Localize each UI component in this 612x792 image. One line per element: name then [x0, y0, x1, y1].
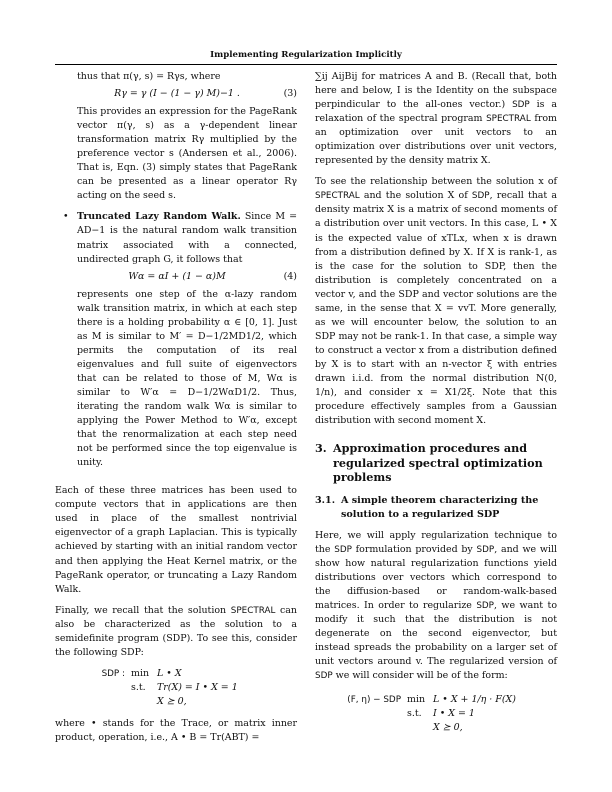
- equation-number: (4): [283, 270, 297, 282]
- spectral-term: SPECTRAL: [230, 605, 276, 616]
- subsection-title: A simple theorem characterizing the solution to a regularized SDP: [341, 494, 539, 520]
- paragraph: To see the relationship between the solution x of SPECTRAL and the solution X of SDP, recall that a density matrix X is a matrix of second moments of a distribution over unit vectors. In this case, L • X is the expected value of xTLx, when x is drawn from a distribution defined by X. If X is rank-1, as is the case for the solution to SDP, then the distribution is completely concentrated on a vector v, and the SDP and vector solutions are the same, in the sense that X = vvT. More generally, as we will encounter below, the solution to an SDP may not be rank-1. In that case, a simple way to construct a vector x from a distribution defined by X is to start with an n-vector ξ with entries drawn i.i.d. from the normal distribution N(0, 1/n), and consider x = X1/2ξ. Note that this procedure effectively samples from a Gaussian distribution with second moment X.: [315, 176, 558, 427]
- subsection-number: 3.1.: [315, 494, 336, 506]
- right-column: [315, 70, 557, 743]
- header-rule: [55, 64, 557, 65]
- section-heading: [315, 441, 557, 485]
- sdp-label: SDP :: [101, 668, 125, 679]
- spectral-term: SPECTRAL: [315, 191, 360, 202]
- sdp-min: min: [407, 694, 426, 706]
- sdp-st: s.t.: [131, 681, 146, 693]
- sdp-term: SDP: [512, 100, 530, 111]
- sdp-constraint: X ⪰ 0,: [157, 695, 187, 707]
- sdp-label: (F, η) − SDP: [347, 695, 401, 706]
- running-header: Implementing Regularization Implicitly: [210, 50, 402, 60]
- sdp-constraint: Tr(X) = I • X = 1: [157, 681, 238, 693]
- bullet-title: Truncated Lazy Random Walk.: [77, 211, 241, 223]
- sdp-constraint: I • X = 1: [433, 708, 475, 720]
- sdp-st: s.t.: [407, 708, 422, 720]
- equation-4: [55, 270, 297, 284]
- subsection-heading: [315, 494, 557, 522]
- sdp-constraint: X ⪰ 0,: [433, 722, 463, 734]
- paragraph: This provides an expression for the PageRank vector π(γ, s) as a γ-dependent linear transformation matrix Rγ multiplied by the preference vector s (Andersen et al., 2006). That is, Eqn. (3) simply states that PageRank can be presented as a linear operator Rγ acting on the seed s.: [77, 106, 297, 202]
- sdp-objective: L • X + 1/η · F(X): [433, 694, 516, 706]
- spectral-term: SPECTRAL: [486, 114, 531, 125]
- equation-number: (3): [283, 88, 297, 100]
- paragraph: Each of these three matrices has been used to compute vectors that in applications are then used in place of the smallest nontrivial eigenvector of a graph Laplacian. This is typically achieved by starting with an initial random vector and then applying the Heat Kernel matrix, or the PageRank operator, or truncating a Lazy Random Walk.: [55, 485, 297, 595]
- sdp-min: min: [131, 667, 150, 679]
- paragraph: ∑ij AijBij for matrices A and B. (Recall that, both here and below, I is the Identity on the subspace perpindicular to the all-ones vector.) SDP is a relaxation of the spectral program SPECTRAL from an optimization over unit vectors to an optimization over distributions over unit vectors, represented by the density matrix X.: [315, 71, 558, 167]
- sdp-objective: L • X: [157, 667, 182, 679]
- bullet-text: Since M = AD−1 is the natural random walk transition matrix associated with a connected, undirected graph G, it follows that: [77, 211, 297, 265]
- paragraph: Finally, we recall that the solution SPECTRAL can also be characterized as the solution to a semidefinite program (SDP). To see this, consider the following SDP:: [55, 604, 298, 658]
- sdp-term: SDP: [471, 191, 490, 202]
- bullet-icon: •: [63, 211, 69, 223]
- section-number: 3.: [315, 441, 327, 456]
- paragraph: Here, we will apply regularization technique to the SDP formulation provided by SDP, and we will show how natural regularization functions yield distributions over vectors which correspond to the diffusion-based or random-walk-based matrices. In order to regularize SDP, we want to modify it such that the distribution is not degenerate on the second eigenvector, but instead spreads the probability on a larger set of unit vectors around v. The regularized version of SDP we will consider will be of the form:: [315, 529, 558, 682]
- equation-3: [55, 87, 297, 101]
- sdp-program: [55, 667, 297, 709]
- paragraph: where • stands for the Trace, or matrix inner product, operation, i.e., A • B = Tr(ABT) =: [55, 717, 297, 743]
- section-title: Approximation procedures and regularized spectral optimization problems: [333, 441, 543, 485]
- left-column: [55, 70, 297, 745]
- regularized-sdp-program: [315, 693, 557, 735]
- equation-body: Rγ = γ (I − (1 − γ) M)−1 .: [114, 88, 240, 100]
- list-item: [55, 210, 297, 266]
- paragraph: thus that π(γ, s) = Rγs, where: [77, 71, 221, 82]
- equation-body: Wα = αI + (1 − α)M: [128, 270, 226, 282]
- paragraph: represents one step of the α-lazy random walk transition matrix, in which at each step there is a holding probability α ∈ [0, 1]. Just as M is similar to M′ = D−1/2MD1/2, which permits the computation of its real eigenvalues and full suite of eigenvectors that can be related to those of M, Wα is similar to W′α = D−1/2WαD1/2. Thus, iterating the random walk Wα is similar to applying the Power Method to W′α, except that the renormalization at each step need not be performed since the top eigenvalue is unity.: [77, 288, 297, 469]
